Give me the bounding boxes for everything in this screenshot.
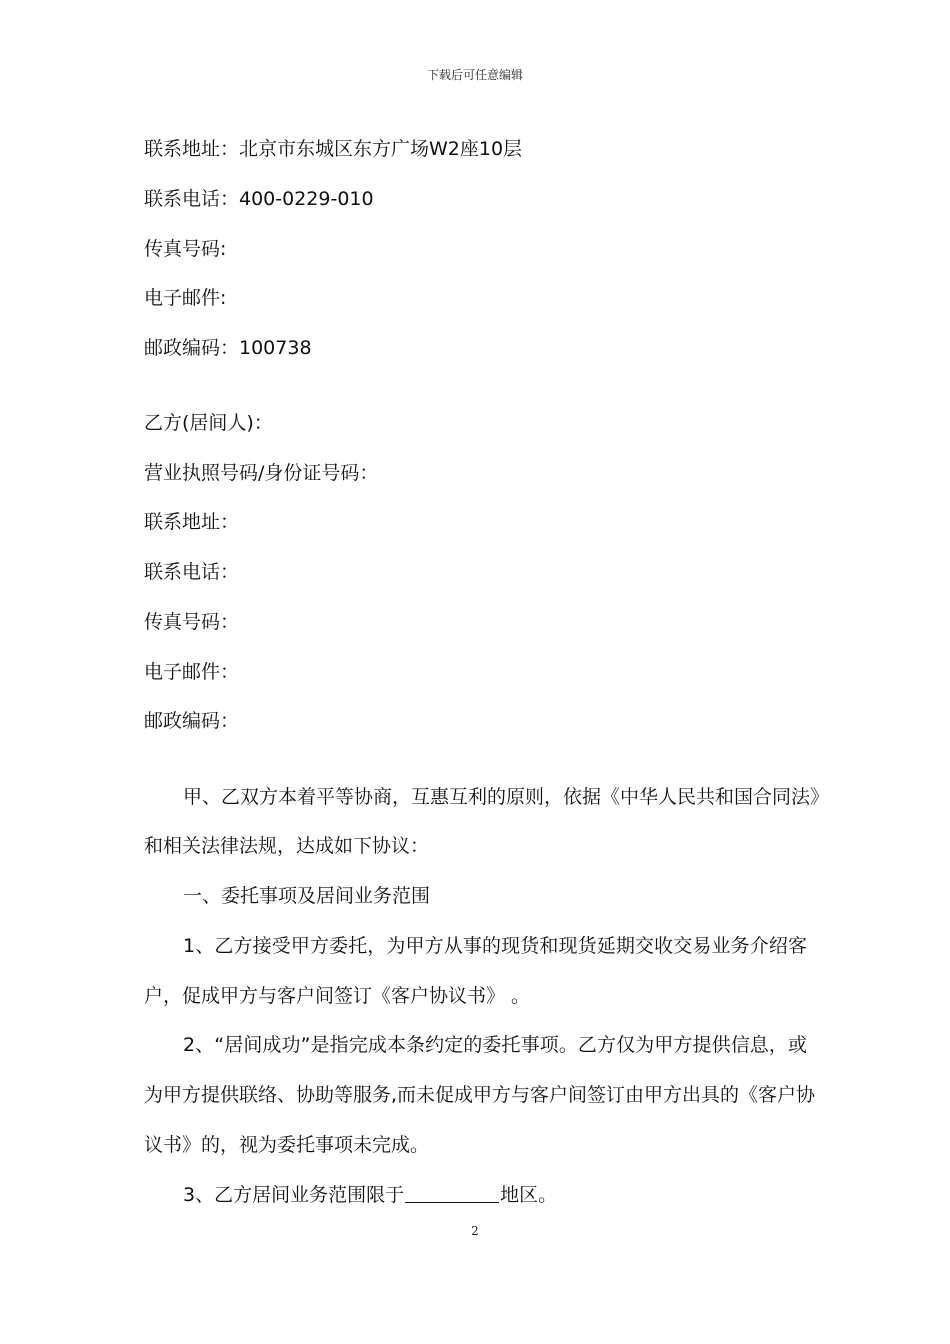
section-1-title: 一、委托事项及居间业务范围 [183,885,431,907]
party-a-phone: 联系电话：400-0229-010 [144,188,374,210]
intro-line-2: 和相关法律法规，达成如下协议： [144,835,430,857]
page-header: 下载后可任意编辑 [426,68,523,82]
party-a-address: 联系地址：北京市东城区东方广场W2座10层 [144,138,523,160]
region-blank [405,1184,499,1203]
item-2-line-2: 为甲方提供联络、协助等服务,而未促成甲方与客户间签订由甲方出具的《客户协 [144,1084,816,1106]
item-3-suffix: 地区。 [500,1184,558,1206]
party-a-postcode: 邮政编码：100738 [144,337,312,359]
party-b-address: 联系地址： [144,511,240,533]
party-b-title: 乙方(居间人)： [144,412,273,434]
item-2-line-3: 议书》的，视为委托事项未完成。 [144,1134,430,1156]
item-2-line-1: 2、“居间成功”是指完成本条约定的委托事项。乙方仅为甲方提供信息，或 [183,1034,807,1056]
item-1-line-2: 户，促成甲方与客户间签订《客户协议书》 。 [144,985,531,1007]
item-3-prefix: 3、乙方居间业务范围限于 [183,1184,405,1206]
party-b-license: 营业执照号码/身份证号码： [144,462,379,484]
party-b-phone: 联系电话： [144,561,240,583]
party-b-fax: 传真号码： [144,611,240,633]
item-3-line [183,1183,557,1207]
party-b-postcode: 邮政编码： [144,710,240,732]
party-a-fax: 传真号码: [144,238,227,260]
party-a-email: 电子邮件: [144,287,227,309]
intro-line-1: 甲、乙双方本着平等协商，互惠互利的原则，依据《中华人民共和国合同法》 [183,786,830,808]
page-number: 2 [471,1224,479,1238]
party-b-email: 电子邮件： [144,661,240,683]
item-1-line-1: 1、乙方接受甲方委托，为甲方从事的现货和现货延期交收交易业务介绍客 [183,935,807,957]
